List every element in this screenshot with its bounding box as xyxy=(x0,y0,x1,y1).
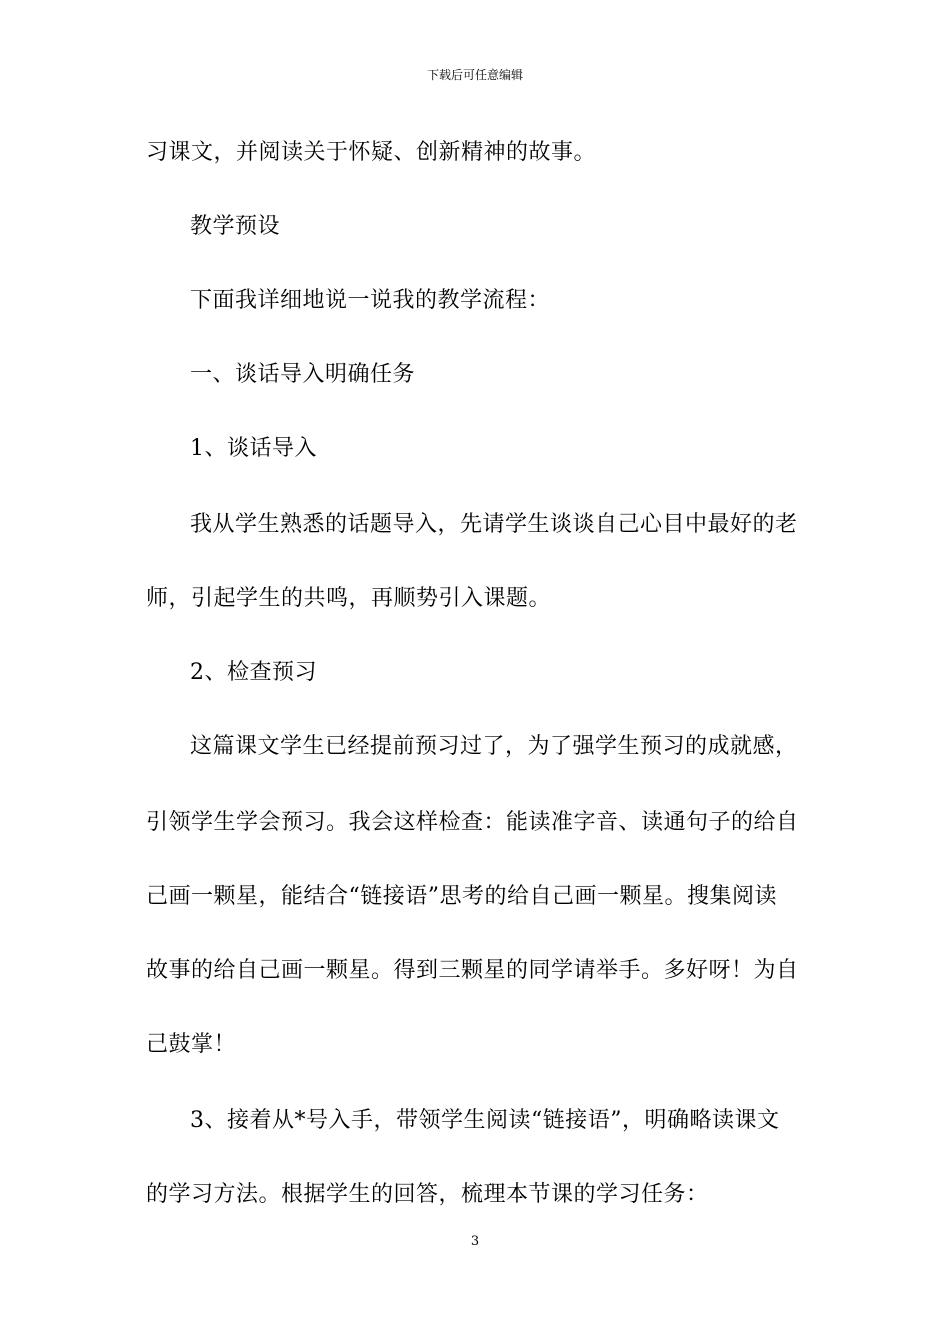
paragraph-line: 引领学生学会预习。我会这样检查：能读准字音、读通句子的给自 xyxy=(146,810,799,835)
paragraph-line: 这篇课文学生已经提前预习过了，为了强学生预习的成就感， xyxy=(190,734,798,759)
section-heading: 一、谈话导入明确任务 xyxy=(190,362,416,387)
paragraph-line: 习课文，并阅读关于怀疑、创新精神的故事。 xyxy=(146,140,597,165)
page-number: 3 xyxy=(470,1234,480,1249)
paragraph-line: 师，引起学生的共鸣，再顺势引入课题。 xyxy=(146,586,552,611)
paragraph-line: 的学习方法。根据学生的回答，梳理本节课的学习任务： xyxy=(146,1182,709,1207)
subsection-heading: 2、检查预习 xyxy=(190,660,317,685)
paragraph-line: 己画一颗星，能结合“链接语”思考的给自己画一颗星。搜集阅读 xyxy=(146,884,777,909)
paragraph-line: 己鼓掌！ xyxy=(146,1032,237,1057)
section-heading: 教学预设 xyxy=(190,214,281,239)
paragraph-line: 下面我详细地说一说我的教学流程： xyxy=(190,288,551,313)
paragraph-line: 我从学生熟悉的话题导入，先请学生谈谈自己心目中最好的老 xyxy=(190,512,798,537)
subsection-heading: 1、谈话导入 xyxy=(190,436,317,461)
page-header: 下载后可任意编辑 xyxy=(426,68,523,82)
paragraph-line: 3、接着从*号入手，带领学生阅读“链接语”，明确略读课文 xyxy=(190,1108,780,1133)
paragraph-line: 故事的给自己画一颗星。得到三颗星的同学请举手。多好呀！为自 xyxy=(146,958,799,983)
